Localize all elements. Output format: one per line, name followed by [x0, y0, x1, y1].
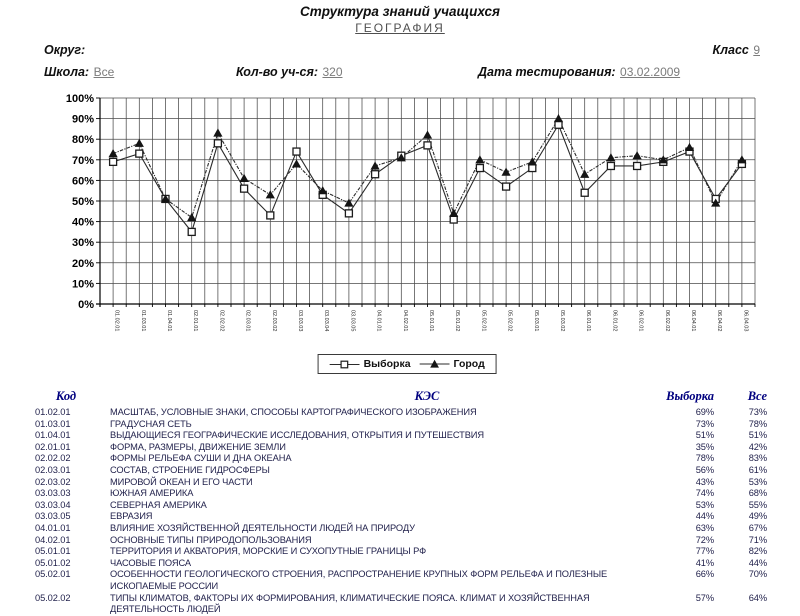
x-category-label: 04.01.01 — [375, 310, 382, 332]
row-code: 05.01.02 — [35, 557, 71, 568]
x-category-label: 06.04.02 — [716, 310, 723, 332]
chart-legend — [318, 354, 497, 374]
table-header-kes: КЭС — [414, 389, 440, 403]
square-marker — [241, 185, 248, 192]
date-row — [478, 63, 680, 81]
row-kes-name: ЕВРАЗИЯ — [110, 511, 153, 522]
class-row — [713, 41, 760, 59]
row-code: 02.01.01 — [35, 441, 71, 452]
x-category-label: 03.03.03 — [297, 310, 303, 332]
square-marker — [293, 148, 300, 155]
district-row — [44, 41, 85, 59]
y-tick-label: 80% — [71, 134, 94, 147]
row-code: 03.03.05 — [35, 511, 71, 522]
row-code: 03.03.04 — [35, 499, 71, 510]
square-marker — [476, 165, 483, 172]
triangle-marker — [475, 155, 484, 163]
triangle-marker — [633, 151, 642, 159]
row-kes-name: ВЫДАЮЩИЕСЯ ГЕОГРАФИЧЕСКИЕ ИССЛЕДОВАНИЯ, ОТКРЫТИЯ И ПУТЕШЕСТВИЯ — [110, 430, 484, 441]
square-marker — [529, 165, 536, 172]
legend-item-gorod — [420, 358, 485, 370]
class-label: Класс — [712, 43, 749, 57]
school-label: Школа: — [44, 65, 90, 79]
students-row — [236, 63, 343, 81]
triangle-marker — [606, 153, 615, 161]
y-tick-label: 10% — [71, 278, 94, 291]
triangle-marker — [240, 174, 249, 182]
row-kes-name: ТЕРРИТОРИЯ И АКВАТОРИЯ, МОРСКИЕ И СУХОПУТНЫЕ ГРАНИЦЫ РФ — [110, 546, 427, 557]
x-category-label: 06.04.03 — [742, 310, 749, 332]
row-kes-name: ОСНОВНЫЕ ТИПЫ ПРИРОДОПОЛЬЗОВАНИЯ — [110, 534, 312, 545]
row-vyborka-value: 74% — [695, 488, 714, 499]
row-vyborka-value: 43% — [695, 476, 714, 487]
square-marker — [345, 210, 352, 217]
students-label: Кол-во уч-ся: — [236, 65, 319, 79]
row-code: 02.03.01 — [35, 464, 71, 475]
row-code: 01.04.01 — [35, 430, 71, 441]
row-code: 03.03.03 — [35, 488, 71, 499]
row-vyborka-value: 78% — [695, 453, 714, 464]
triangle-marker — [502, 168, 511, 176]
row-code: 04.02.01 — [35, 534, 71, 545]
row-kes-name: ГРАДУСНАЯ СЕТЬ — [110, 418, 192, 429]
row-kes-name: ОСОБЕННОСТИ ГЕОЛОГИЧЕСКОГО СТРОЕНИЯ, РАСПРОСТРАНЕНИЕ КРУПНЫХ ФОРМ РЕЛЬЕФА И ПОЛЕЗНЫЕ ИСКОПАЕМЫЕ РОССИИ — [110, 569, 608, 591]
triangle-marker — [344, 198, 353, 206]
row-code: 05.02.02 — [35, 592, 71, 603]
triangle-marker — [737, 155, 746, 163]
square-marker — [110, 158, 117, 165]
students-value: 320 — [322, 65, 343, 79]
row-vse-value: 55% — [748, 499, 767, 510]
square-marker — [214, 140, 221, 147]
x-category-label: 04.02.01 — [401, 310, 408, 332]
x-category-label: 02.03.01 — [244, 310, 251, 332]
table-header-vyborka: Выборка — [666, 389, 714, 403]
legend-label-vyborka: Выборка — [363, 358, 411, 370]
y-tick-label: 40% — [71, 216, 94, 229]
x-category-label: 06.02.02 — [663, 310, 670, 332]
table-header-code: Код — [55, 389, 77, 403]
square-marker — [450, 216, 457, 223]
y-tick-label: 0% — [78, 299, 94, 311]
x-category-label: 03.03.04 — [323, 310, 330, 332]
table-header-vse: Все — [747, 389, 767, 403]
square-marker — [634, 162, 641, 169]
row-vyborka-value: 56% — [695, 464, 714, 475]
x-category-label: 05.01.02 — [454, 310, 461, 332]
row-vyborka-value: 63% — [695, 522, 714, 533]
row-vyborka-value: 72% — [695, 534, 714, 545]
row-vyborka-value: 51% — [695, 430, 714, 441]
square-marker — [581, 189, 588, 196]
row-vse-value: 67% — [748, 522, 767, 533]
row-kes-name: ФОРМЫ РЕЛЬЕФА СУШИ И ДНА ОКЕАНА — [110, 453, 292, 464]
row-kes-name: ФОРМА, РАЗМЕРЫ, ДВИЖЕНИЕ ЗЕМЛИ — [110, 441, 286, 452]
square-marker — [188, 228, 195, 235]
row-vse-value: 42% — [748, 441, 767, 452]
x-category-label: 06.04.01 — [690, 310, 696, 332]
row-vse-value: 83% — [748, 453, 767, 464]
row-vyborka-value: 53% — [695, 499, 714, 510]
legend-square-marker-icon — [330, 360, 360, 369]
row-kes-name: СОСТАВ, СТРОЕНИЕ ГИДРОСФЕРЫ — [110, 464, 270, 475]
x-category-label: 05.03.01 — [532, 310, 539, 332]
triangle-marker — [580, 170, 589, 178]
row-vse-value: 70% — [748, 569, 767, 580]
triangle-marker — [528, 157, 537, 165]
school-value: Все — [93, 65, 115, 79]
class-value: 9 — [753, 43, 760, 57]
row-kes-name: ЧАСОВЫЕ ПОЯСА — [110, 557, 191, 568]
subject-title: ГЕОГРАФИЯ — [355, 21, 445, 35]
row-code: 02.02.02 — [35, 453, 71, 464]
triangle-marker — [266, 190, 275, 198]
knowledge-chart — [0, 85, 800, 357]
row-vyborka-value: 57% — [695, 592, 714, 603]
row-kes-name: СЕВЕРНАЯ АМЕРИКА — [110, 499, 207, 510]
square-marker — [136, 150, 143, 157]
square-marker — [503, 183, 510, 190]
x-category-label: 05.03.02 — [559, 310, 565, 332]
x-category-label: 02.01.01 — [192, 310, 199, 332]
x-category-label: 06.02.01 — [637, 310, 644, 332]
row-kes-name: МИРОВОЙ ОКЕАН И ЕГО ЧАСТИ — [110, 476, 253, 487]
x-category-label: 05.02.02 — [506, 310, 513, 332]
row-vyborka-value: 66% — [695, 569, 714, 580]
row-code: 04.01.01 — [35, 522, 71, 533]
row-vse-value: 64% — [748, 592, 767, 603]
triangle-marker — [213, 128, 222, 136]
y-tick-label: 60% — [71, 175, 94, 188]
date-label: Дата тестирования: — [478, 65, 616, 79]
district-label: Округ: — [44, 43, 86, 57]
row-vse-value: 61% — [748, 464, 767, 475]
row-vse-value: 78% — [748, 418, 767, 429]
triangle-marker — [554, 114, 563, 122]
y-tick-label: 30% — [71, 237, 94, 250]
row-vse-value: 71% — [748, 534, 767, 545]
square-marker — [372, 171, 379, 178]
row-vyborka-value: 41% — [695, 557, 714, 568]
x-category-label: 01.04.01 — [166, 310, 172, 332]
legend-label-gorod: Город — [453, 358, 485, 370]
x-category-label: 05.02.01 — [480, 310, 487, 332]
row-code: 02.03.02 — [35, 476, 71, 487]
row-kes-name: ЮЖНАЯ АМЕРИКА — [110, 488, 194, 499]
triangle-marker — [135, 139, 144, 147]
row-vse-value: 68% — [748, 488, 767, 499]
square-marker — [267, 212, 274, 219]
x-category-label: 06.01.01 — [585, 310, 592, 332]
row-vse-value: 53% — [748, 476, 767, 487]
row-kes-name: ТИПЫ КЛИМАТОВ, ФАКТОРЫ ИХ ФОРМИРОВАНИЯ, КЛИМАТИЧЕСКИЕ ПОЯСА. КЛИМАТ И ХОЗЯЙСТВЕННАЯ ДЕЯТЕЛЬНОСТЬ ЛЮДЕЙ — [110, 592, 590, 615]
x-category-label: 06.01.02 — [611, 310, 618, 332]
legend-item-vyborka — [330, 358, 411, 370]
date-value: 03.02.2009 — [620, 65, 681, 79]
row-vyborka-value: 35% — [695, 441, 714, 452]
row-vyborka-value: 44% — [695, 511, 714, 522]
y-tick-label: 100% — [65, 93, 94, 105]
row-vyborka-value: 77% — [695, 546, 714, 557]
row-code: 01.02.01 — [35, 407, 71, 417]
row-vyborka-value: 69% — [695, 407, 714, 417]
x-category-label: 02.02.02 — [218, 310, 225, 332]
row-vyborka-value: 73% — [695, 418, 714, 429]
row-vse-value: 51% — [748, 430, 767, 441]
x-category-label: 05.01.01 — [428, 310, 434, 332]
row-vse-value: 73% — [748, 407, 767, 417]
triangle-marker — [423, 130, 432, 138]
legend-triangle-marker-icon — [420, 359, 450, 369]
triangle-marker — [685, 143, 694, 151]
triangle-marker — [187, 213, 196, 221]
row-kes-name: МАСШТАБ, УСЛОВНЫЕ ЗНАКИ, СПОСОБЫ КАРТОГРАФИЧЕСКОГО ИЗОБРАЖЕНИЯ — [110, 407, 477, 417]
y-tick-label: 50% — [71, 196, 94, 208]
triangle-marker — [371, 161, 380, 169]
row-vse-value: 49% — [748, 511, 767, 522]
row-vse-value: 44% — [748, 557, 767, 568]
row-vse-value: 82% — [748, 546, 767, 557]
school-row — [44, 63, 114, 81]
square-marker — [607, 162, 614, 169]
y-tick-label: 20% — [71, 257, 94, 270]
y-tick-label: 90% — [71, 113, 94, 126]
row-kes-name: ВЛИЯНИЕ ХОЗЯЙСТВЕННОЙ ДЕЯТЕЛЬНОСТИ ЛЮДЕЙ НА ПРИРОДУ — [110, 522, 415, 533]
x-category-label: 02.03.02 — [270, 310, 277, 332]
x-category-label: 01.03.01 — [139, 310, 146, 332]
triangle-marker — [109, 149, 118, 157]
row-code: 05.02.01 — [35, 569, 71, 580]
page-title: Структура знаний учащихся — [299, 4, 500, 19]
row-code: 01.03.01 — [35, 418, 71, 429]
kes-table — [30, 389, 770, 616]
row-code: 05.01.01 — [35, 546, 71, 557]
x-category-label: 01.02.01 — [113, 310, 120, 332]
x-category-label: 03.03.05 — [349, 310, 356, 332]
y-tick-label: 70% — [71, 154, 94, 167]
square-marker — [555, 121, 562, 128]
square-marker — [424, 142, 431, 149]
